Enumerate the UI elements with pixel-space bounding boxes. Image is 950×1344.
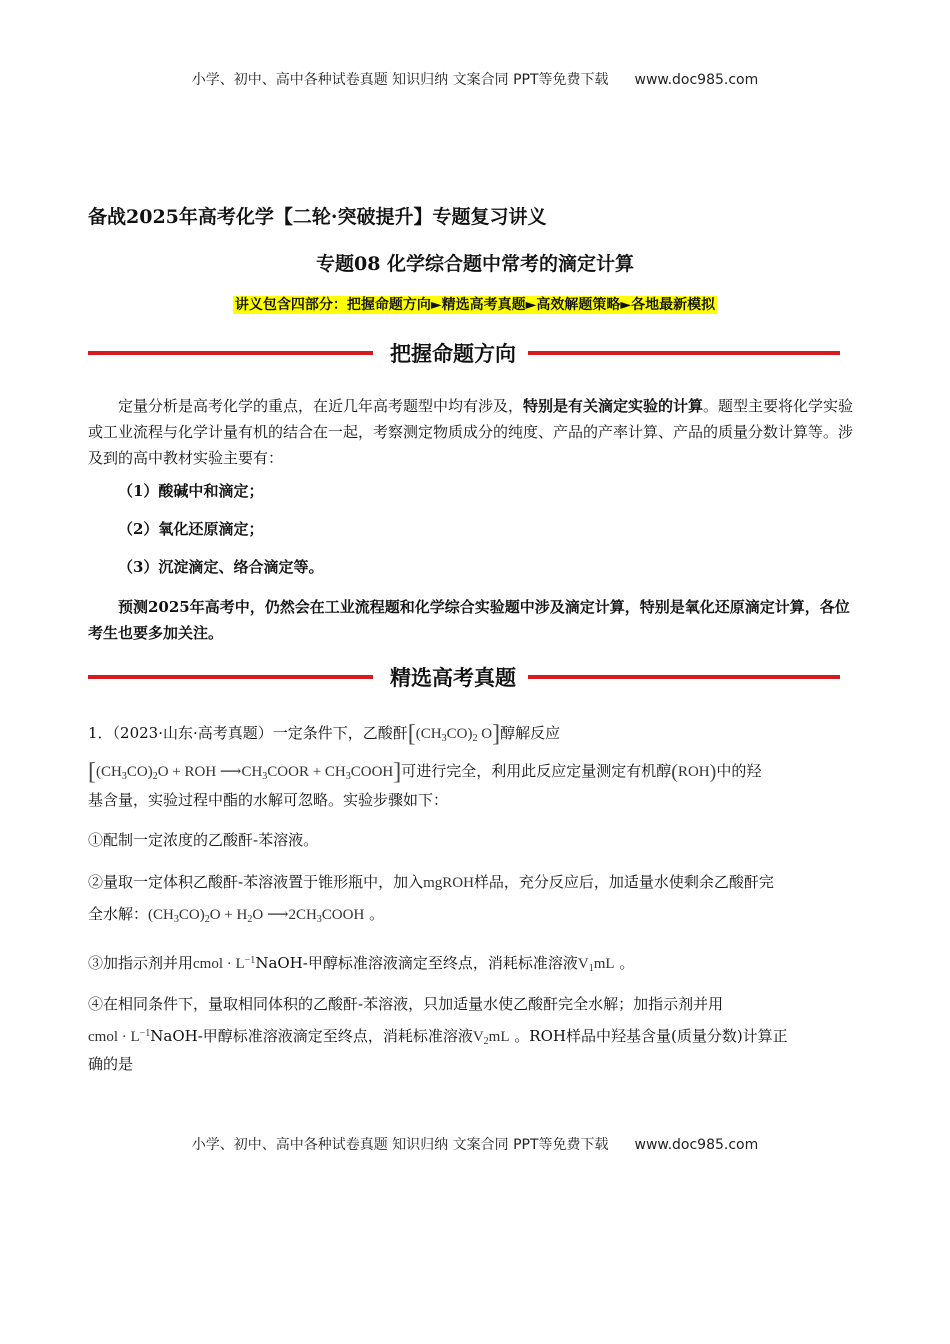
section-divider-right [528, 675, 840, 679]
section-header-direction [88, 338, 840, 368]
page-header [0, 69, 950, 89]
question-step: 确的是 [88, 1055, 134, 1073]
section-title: 把握命题方向 [390, 342, 516, 366]
question-step: ④在相同条件下，量取相同体积的乙酸酐-苯溶液，只加适量水使乙酸酐完全水解；加指示剂并用 [88, 995, 724, 1013]
list-item: （1）酸碱中和滴定； [118, 482, 264, 500]
volume-v1-formula: $V_1mL$ [577, 956, 615, 974]
list-item: （2）氧化还原滴定； [118, 520, 264, 538]
concentration-formula: cmol · $L^{-1}$ [193, 955, 256, 972]
question-step: cmol · $L^{-1}NaOH-$甲醇标准溶液滴定至终点，消耗标准溶液$V_2mL$ 。ROH样品中羟基含量(质量分数)计算正 [88, 1027, 788, 1047]
question-source: （2023·山东·高考真题） [112, 724, 273, 742]
outline-subtitle [0, 294, 950, 314]
outline-highlight: 讲义包含四部分：把握命题方向►精选高考真题►高效解题策略►各地最新模拟 [234, 297, 716, 313]
footer-site-link[interactable]: www.doc985.com [634, 1137, 759, 1153]
question-step: ③加指示剂并用cmol · $L^{-1}NaOH-$甲醇标准溶液滴定至终点，消耗标准溶液$V_1mL$ 。 [88, 954, 635, 974]
question-line: [$(CH_3CO)_2O$ + ROH $⟶CH_3COOR$ + $CH_3COOH$]可进行完全，利用此反应定量测定有机醇(ROH)中的羟 [88, 759, 762, 785]
section-title: 精选高考真题 [390, 666, 516, 690]
concentration-formula: cmol · $L^{-1}$ [88, 1028, 151, 1045]
intro-paragraph: 定量分析是高考化学的重点，在近几年高考题型中均有涉及，特别是有关滴定实验的计算。题型主要将化学实验或工业流程与化学计量有机的结合在一起，考察测定物质成分的纯度、产品的产率计算、产品的质量分数计算等。涉及到的高中教材实验主要有： [88, 397, 854, 467]
question-number: 1． [88, 724, 113, 742]
hydrolysis-equation: $(CH_3CO)_2O + H_2O$ $⟶2CH_3COOH$ [148, 907, 365, 925]
sample-mass-formula: mgROH [423, 875, 474, 891]
question-line: 1．（2023·山东·高考真题）一定条件下，乙酸酐[$(CH_3CO)_2$ O]醇解反应 [88, 721, 561, 747]
section-divider-left [88, 675, 373, 679]
section-header-questions [88, 662, 840, 692]
topic-title: 专题08 化学综合题中常考的滴定计算 [315, 253, 635, 275]
roh-formula: (ROH) [671, 761, 717, 783]
list-item: （3）沉淀滴定、络合滴定等。 [118, 558, 324, 576]
question-step: 全水解：$(CH_3CO)_2O + H_2O$ $⟶2CH_3COOH$ 。 [88, 905, 385, 925]
section-divider-right [528, 351, 840, 355]
acetic-anhydride-formula: [$(CH_3CO)_2$ O] [407, 721, 501, 747]
alcoholysis-equation: [$(CH_3CO)_2O$ + ROH $⟶CH_3COOR$ + $CH_3COOH$] [88, 759, 402, 785]
intro-emphasis: 特别是有关滴定实验的计算 [523, 397, 704, 415]
header-text: 小学、初中、高中各种试卷真题 知识归纳 文案合同 PPT等免费下载 [191, 72, 609, 88]
question-step: ②量取一定体积乙酸酐-苯溶液置于锥形瓶中，加入mgROH样品，充分反应后，加适量水使剩余乙酸酐完 [88, 873, 774, 891]
prediction-paragraph: 预测2025年高考中，仍然会在工业流程题和化学综合实验题中涉及滴定计算，特别是氧化还原滴定计算，各位考生也要多加关注。 [88, 598, 850, 642]
header-site-link[interactable]: www.doc985.com [634, 72, 759, 88]
document-title: 备战2025年高考化学【二轮·突破提升】专题复习讲义 [88, 206, 547, 228]
footer-text: 小学、初中、高中各种试卷真题 知识归纳 文案合同 PPT等免费下载 [191, 1137, 609, 1153]
question-step: ①配制一定浓度的乙酸酐-苯溶液。 [88, 831, 319, 849]
section-divider-left [88, 351, 373, 355]
question-line: 基含量，实验过程中酯的水解可忽略。实验步骤如下： [88, 791, 449, 809]
volume-v2-formula: $V_2mL$ [472, 1029, 510, 1047]
page-footer [0, 1134, 950, 1154]
